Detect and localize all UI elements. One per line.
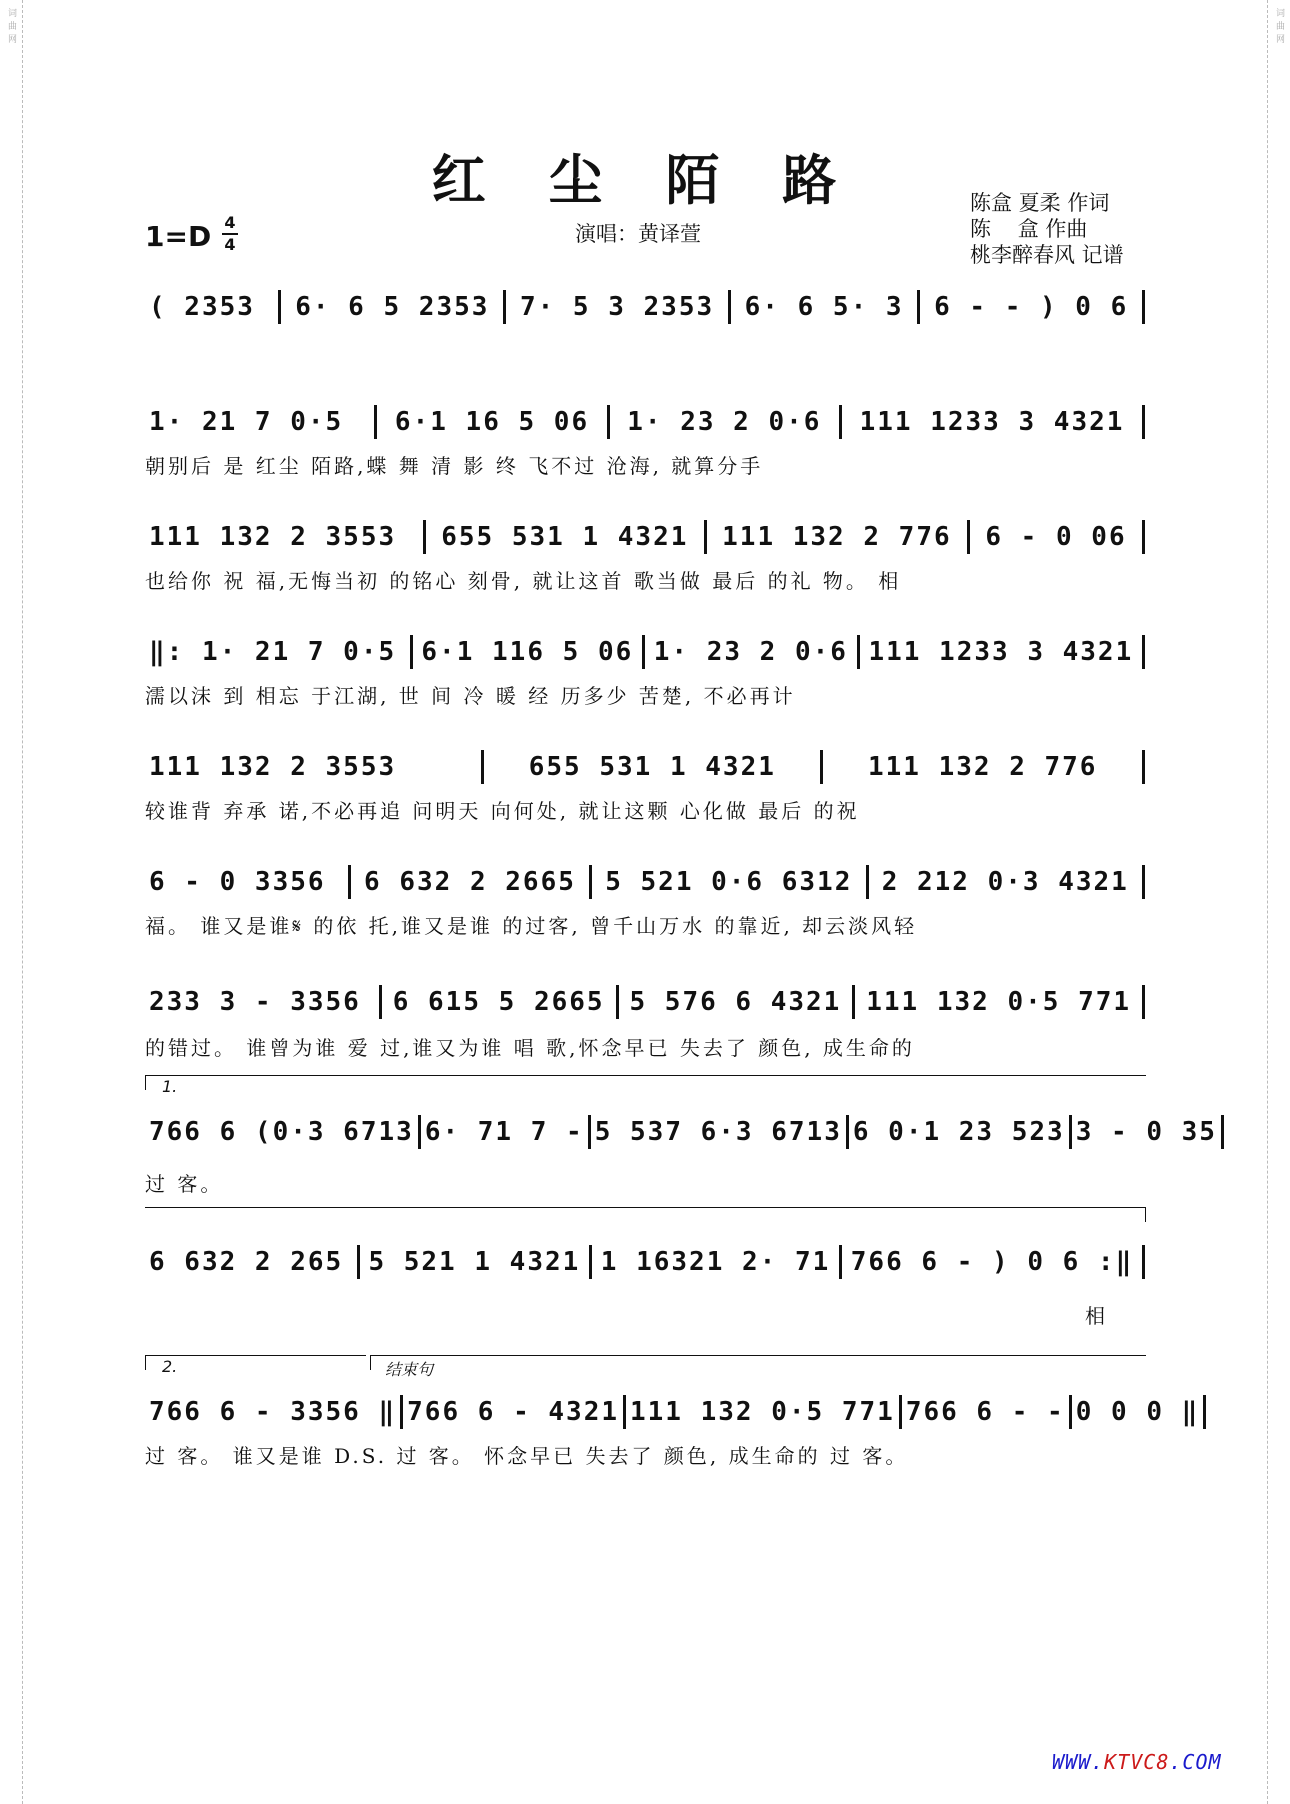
measure: 766 6 - ) 0 6 :‖ <box>842 1245 1145 1279</box>
coda-label: 结束句 <box>385 1360 434 1379</box>
measure: 6 0·1 23 523 <box>849 1115 1072 1149</box>
measure: 766 6 - 3356 ‖ <box>145 1395 403 1429</box>
time-sig-top: 4 <box>224 213 236 232</box>
time-signature <box>222 214 238 254</box>
volta-bracket <box>145 1355 366 1370</box>
measure: 6 - 0 3356 <box>145 865 351 899</box>
measure: ‖: 1· 21 7 0·5 <box>145 635 413 669</box>
measure: 6 615 5 2665 <box>382 985 619 1019</box>
watermark-text: 词曲网 <box>6 8 16 47</box>
score-system <box>145 750 1145 784</box>
measure: 6· 6 5 2353 <box>281 290 506 324</box>
measure: 7· 5 3 2353 <box>506 290 731 324</box>
coda-bracket <box>370 1355 1146 1370</box>
lyrics-line: 较谁背 弃承 诺,不必再追 问明天 向何处, 就让这颗 心化做 最后 的祝 <box>145 799 860 823</box>
measure: 6·1 116 5 06 <box>413 635 645 669</box>
watermark-text: 词曲网 <box>1274 8 1284 47</box>
measure: 5 576 6 4321 <box>619 985 856 1019</box>
measure: 6 - 0 06 <box>970 520 1145 554</box>
score-system <box>145 405 1145 439</box>
measure: 6 632 2 265 <box>145 1245 360 1279</box>
measure: 1· 23 2 0·6 <box>610 405 842 439</box>
lyrics-line: 福。 谁又是谁𝄋 的依 托,谁又是谁 的过客, 曾千山万水 的靠近, 却云淡风轻 <box>145 914 918 938</box>
measure: 111 132 2 776 <box>823 750 1145 784</box>
measure: 111 1233 3 4321 <box>842 405 1145 439</box>
measure: 655 531 1 4321 <box>484 750 823 784</box>
lyricist-credit: 陈盒 夏柔 作词 <box>970 191 1110 215</box>
volta-bracket <box>145 1075 1146 1090</box>
site-footer <box>1052 1750 1222 1774</box>
lyrics-line: 濡以沫 到 相忘 于江湖, 世 间 冷 暖 经 历多少 苦楚, 不必再计 <box>145 684 796 708</box>
lyrics-line: 相 <box>1085 1304 1108 1328</box>
singer-credit: 演唱：黄译萱 <box>575 222 701 246</box>
measure: 6· 6 5· 3 <box>731 290 920 324</box>
lyrics-line: 朝别后 是 红尘 陌路,蝶 舞 清 影 终 飞不过 沧海, 就算分手 <box>145 454 764 478</box>
score-system <box>145 1395 1200 1429</box>
measure: 6· 71 7 - <box>421 1115 591 1149</box>
score-system <box>145 985 1145 1019</box>
lyrics-line: 的错过。 谁曾为谁 爱 过,谁又为谁 唱 歌,怀念早已 失去了 颜色, 成生命的 <box>145 1036 915 1060</box>
volta-label: 2. <box>162 1357 178 1376</box>
volta-bracket-continuation <box>145 1207 1146 1222</box>
score-system <box>145 290 1145 324</box>
measure: 5 521 0·6 6312 <box>592 865 868 899</box>
score-system <box>145 865 1145 899</box>
lyrics-line: 也给你 祝 福,无悔当初 的铭心 刻骨, 就让这首 歌当做 最后 的礼 物。 相 <box>145 569 902 593</box>
measure: 1· 23 2 0·6 <box>645 635 860 669</box>
time-sig-bottom: 4 <box>224 235 236 254</box>
measure: 6·1 16 5 06 <box>377 405 609 439</box>
score-system <box>145 520 1145 554</box>
lyrics-line: 过 客。 <box>145 1172 224 1196</box>
score-system <box>145 635 1145 669</box>
measure: 6 - - ) 0 6 <box>920 290 1145 324</box>
key-signature: 1=D <box>145 220 212 253</box>
measure: 1 16321 2· 71 <box>592 1245 842 1279</box>
footer-brand: KTVC8 <box>1104 1750 1170 1774</box>
measure: 233 3 - 3356 <box>145 985 382 1019</box>
measure: 5 537 6·3 6713 <box>591 1115 849 1149</box>
measure: 111 132 2 3553 <box>145 520 426 554</box>
footer-suffix: .COM <box>1169 1750 1222 1774</box>
right-watermark-strip <box>1267 0 1290 1804</box>
measure: 5 521 1 4321 <box>360 1245 592 1279</box>
composer-credit: 陈 盒 作曲 <box>970 217 1088 241</box>
measure: 2 212 0·3 4321 <box>869 865 1145 899</box>
measure: ( 2353 <box>145 290 281 324</box>
measure: 0 0 0 ‖ <box>1072 1395 1207 1429</box>
measure: 111 132 2 3553 <box>145 750 484 784</box>
credits <box>970 190 1124 268</box>
measure: 111 132 0·5 771 <box>855 985 1145 1019</box>
measure: 111 132 2 776 <box>707 520 970 554</box>
measure: 766 6 - 4321 <box>403 1395 626 1429</box>
measure: 3 - 0 35 <box>1072 1115 1224 1149</box>
measure: 1· 21 7 0·5 <box>145 405 377 439</box>
score-system <box>145 1245 1145 1279</box>
measure: 111 132 0·5 771 <box>626 1395 902 1429</box>
lyrics-line: 过 客。 谁又是谁 D.S. 过 客。 怀念早已 失去了 颜色, 成生命的 过 客。 <box>145 1444 909 1468</box>
measure: 766 6 - - <box>902 1395 1072 1429</box>
measure: 6 632 2 2665 <box>351 865 592 899</box>
measure: 655 531 1 4321 <box>426 520 707 554</box>
transcriber-credit: 桃李醉春风 记谱 <box>970 243 1124 267</box>
measure: 111 1233 3 4321 <box>860 635 1145 669</box>
left-watermark-strip <box>0 0 23 1804</box>
measure: 766 6 (0·3 6713 <box>145 1115 421 1149</box>
footer-prefix: WWW. <box>1052 1750 1105 1774</box>
volta-label: 1. <box>162 1077 178 1096</box>
score-system <box>145 1115 1217 1149</box>
song-title: 红 尘 陌 路 <box>431 148 859 212</box>
